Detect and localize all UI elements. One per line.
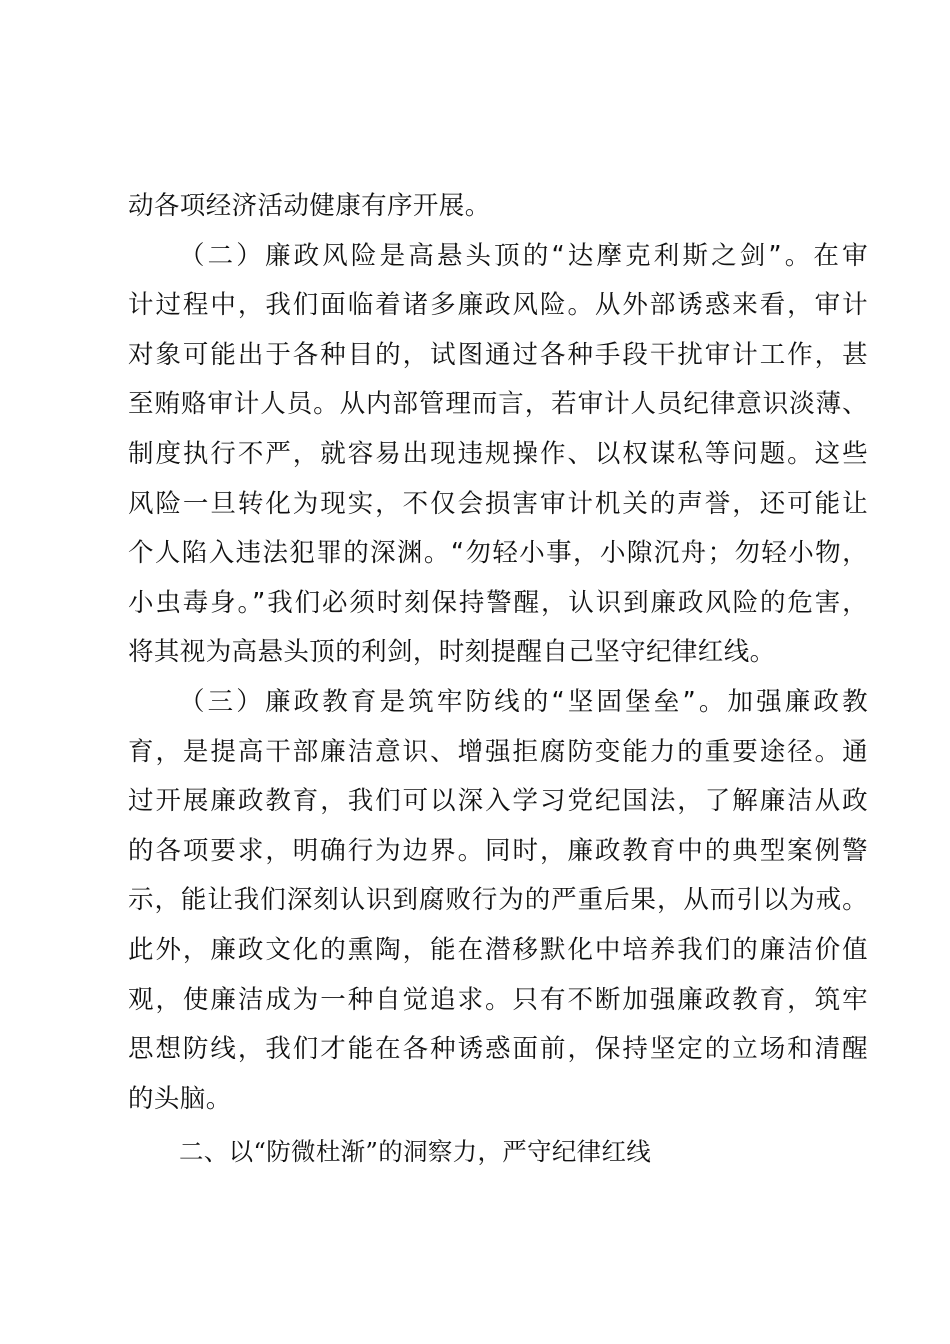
paragraph-2-line-6: 风险一旦转化为现实，不仅会损害审计机关的声誉，还可能让: [128, 488, 868, 519]
paragraph-2-line-5: 制度执行不严，就容易出现违规操作、以权谋私等问题。这些: [128, 438, 868, 469]
section-heading: 二、以“防微杜渐”的洞察力，严守纪律红线: [179, 1137, 652, 1166]
body-text: [128, 182, 868, 1124]
paragraph-1-line-1: 动各项经济活动健康有序开展。: [128, 191, 491, 221]
paragraph-3-line-8: 思想防线，我们才能在各种诱惑面前，保持坚定的立场和清醒: [128, 1034, 868, 1065]
paragraph-2-line-3: 对象可能出于各种目的，试图通过各种手段干扰审计工作，甚: [128, 339, 868, 370]
paragraph-3-line-2: 育，是提高干部廉洁意识、增强拒腐防变能力的重要途径。通: [128, 736, 868, 767]
paragraph-3-line-6: 此外，廉政文化的熏陶，能在潜移默化中培养我们的廉洁价值: [128, 934, 868, 965]
paragraph-2-line-4: 至贿赂审计人员。从内部管理而言，若审计人员纪律意识淡薄、: [128, 389, 868, 420]
paragraph-3-line-1: （三）廉政教育是筑牢防线的“坚固堡垒”。加强廉政教: [179, 686, 868, 717]
paragraph-3-line-9: 的头脑。: [128, 1083, 232, 1114]
paragraph-2-line-1: （二）廉政风险是高悬头顶的“达摩克利斯之剑”。在审: [179, 240, 868, 271]
paragraph-2-line-2: 计过程中，我们面临着诸多廉政风险。从外部诱惑来看，审计: [128, 290, 868, 321]
paragraph-2-line-8: 小虫毒身。”我们必须时刻保持警醒，认识到廉政风险的危害，: [128, 587, 868, 618]
paragraph-2-line-7: 个人陷入违法犯罪的深渊。“勿轻小事，小隙沉舟；勿轻小物，: [128, 538, 868, 569]
paragraph-2-line-9: 将其视为高悬头顶的利剑，时刻提醒自己坚守纪律红线。: [128, 637, 776, 668]
paragraph-3-line-4: 的各项要求，明确行为边界。同时，廉政教育中的典型案例警: [128, 835, 868, 866]
paragraph-3-line-5: 示，能让我们深刻认识到腐败行为的严重后果，从而引以为戒。: [128, 885, 868, 916]
paragraph-3-line-7: 观，使廉洁成为一种自觉追求。只有不断加强廉政教育，筑牢: [128, 984, 868, 1015]
paragraph-3-line-3: 过开展廉政教育，我们可以深入学习党纪国法，了解廉洁从政: [128, 786, 868, 817]
